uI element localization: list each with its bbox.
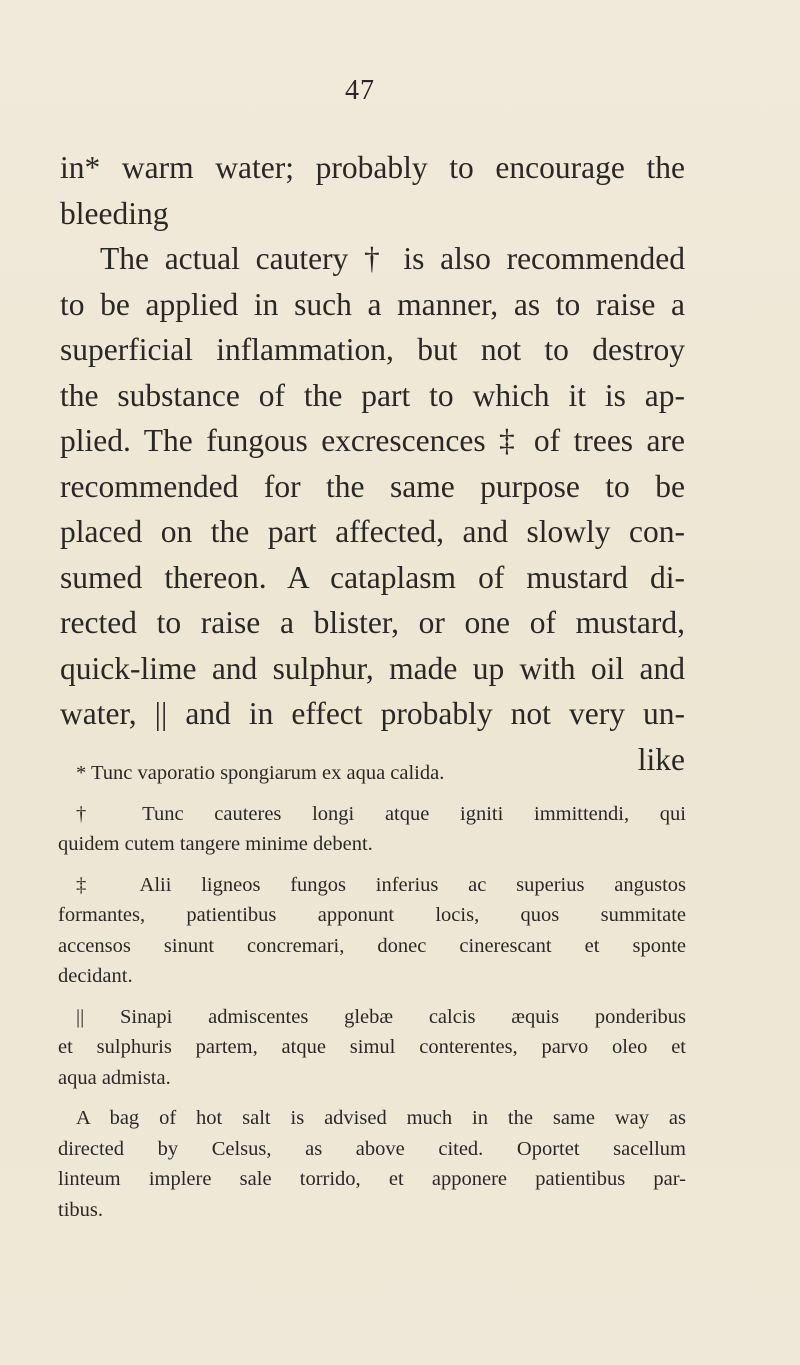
text-line: bleeding — [60, 195, 169, 231]
footnote-dagger — [58, 799, 686, 860]
footnote-line: tibus. — [58, 1198, 103, 1221]
text-line: sumed thereon. A cataplasm of mustard di- — [60, 559, 685, 595]
text-line: to be applied in such a manner, as to raise a — [60, 286, 685, 322]
footnotes — [58, 758, 686, 1235]
footnote-line: || Sinapi admiscentes glebæ calcis æquis ponderibus — [76, 1005, 686, 1028]
footnote-line: quidem cutem tangere minime debent. — [58, 833, 373, 855]
footnote-line: et sulphuris partem, atque simul conterentes, parvo oleo et — [58, 1036, 686, 1058]
text-line: rected to raise a blister, or one of mustard, — [60, 605, 685, 640]
page-number: 47 — [345, 75, 375, 106]
text-line: recommended for the same purpose to be — [60, 468, 685, 504]
footnote-line: aqua admista. — [58, 1066, 171, 1089]
footnote-line: directed by Celsus, as above cited. Oportet sacellum — [58, 1137, 686, 1160]
footnote-line: ‡ Alii ligneos fungos inferius ac superius angustos — [76, 873, 686, 896]
footnote-line: † Tunc cauteres longi atque igniti immittendi, qui — [76, 802, 686, 825]
text-line: the substance of the part to which it is ap- — [60, 377, 685, 413]
text-line: placed on the part affected, and slowly con- — [60, 514, 685, 549]
footnote-double-dagger — [58, 870, 686, 992]
text-line: quick-lime and sulphur, made up with oil and — [60, 650, 685, 686]
footnote-salt-bag — [58, 1103, 686, 1225]
footnote-line: A bag of hot salt is advised much in the same way as — [76, 1107, 686, 1129]
footnote-line: decidant. — [58, 965, 133, 987]
text-line: in* warm water; probably to encourage the — [60, 150, 685, 185]
footnote-line: formantes, patientibus apponunt locis, quos summitate — [58, 904, 686, 926]
catchword: like — [637, 741, 685, 777]
footnote-line: * Tunc vaporatio spongiarum ex aqua calida. — [76, 762, 445, 784]
text-line: water, || and in effect probably not very un- — [60, 696, 685, 731]
footnote-parallel — [58, 1002, 686, 1094]
text-line: superficial inflammation, but not to destroy — [60, 332, 685, 367]
footnote-line: accensos sinunt concremari, donec cinerescant et sponte — [58, 934, 686, 957]
footnote-line: linteum implere sale torrido, et apponere patientibus par- — [58, 1168, 686, 1190]
text-line: plied. The fungous excrescences ‡ of trees are — [60, 423, 685, 458]
text-line: The actual cautery † is also recommended — [100, 241, 685, 276]
main-text — [60, 145, 685, 782]
footnote-asterisk — [58, 758, 686, 789]
